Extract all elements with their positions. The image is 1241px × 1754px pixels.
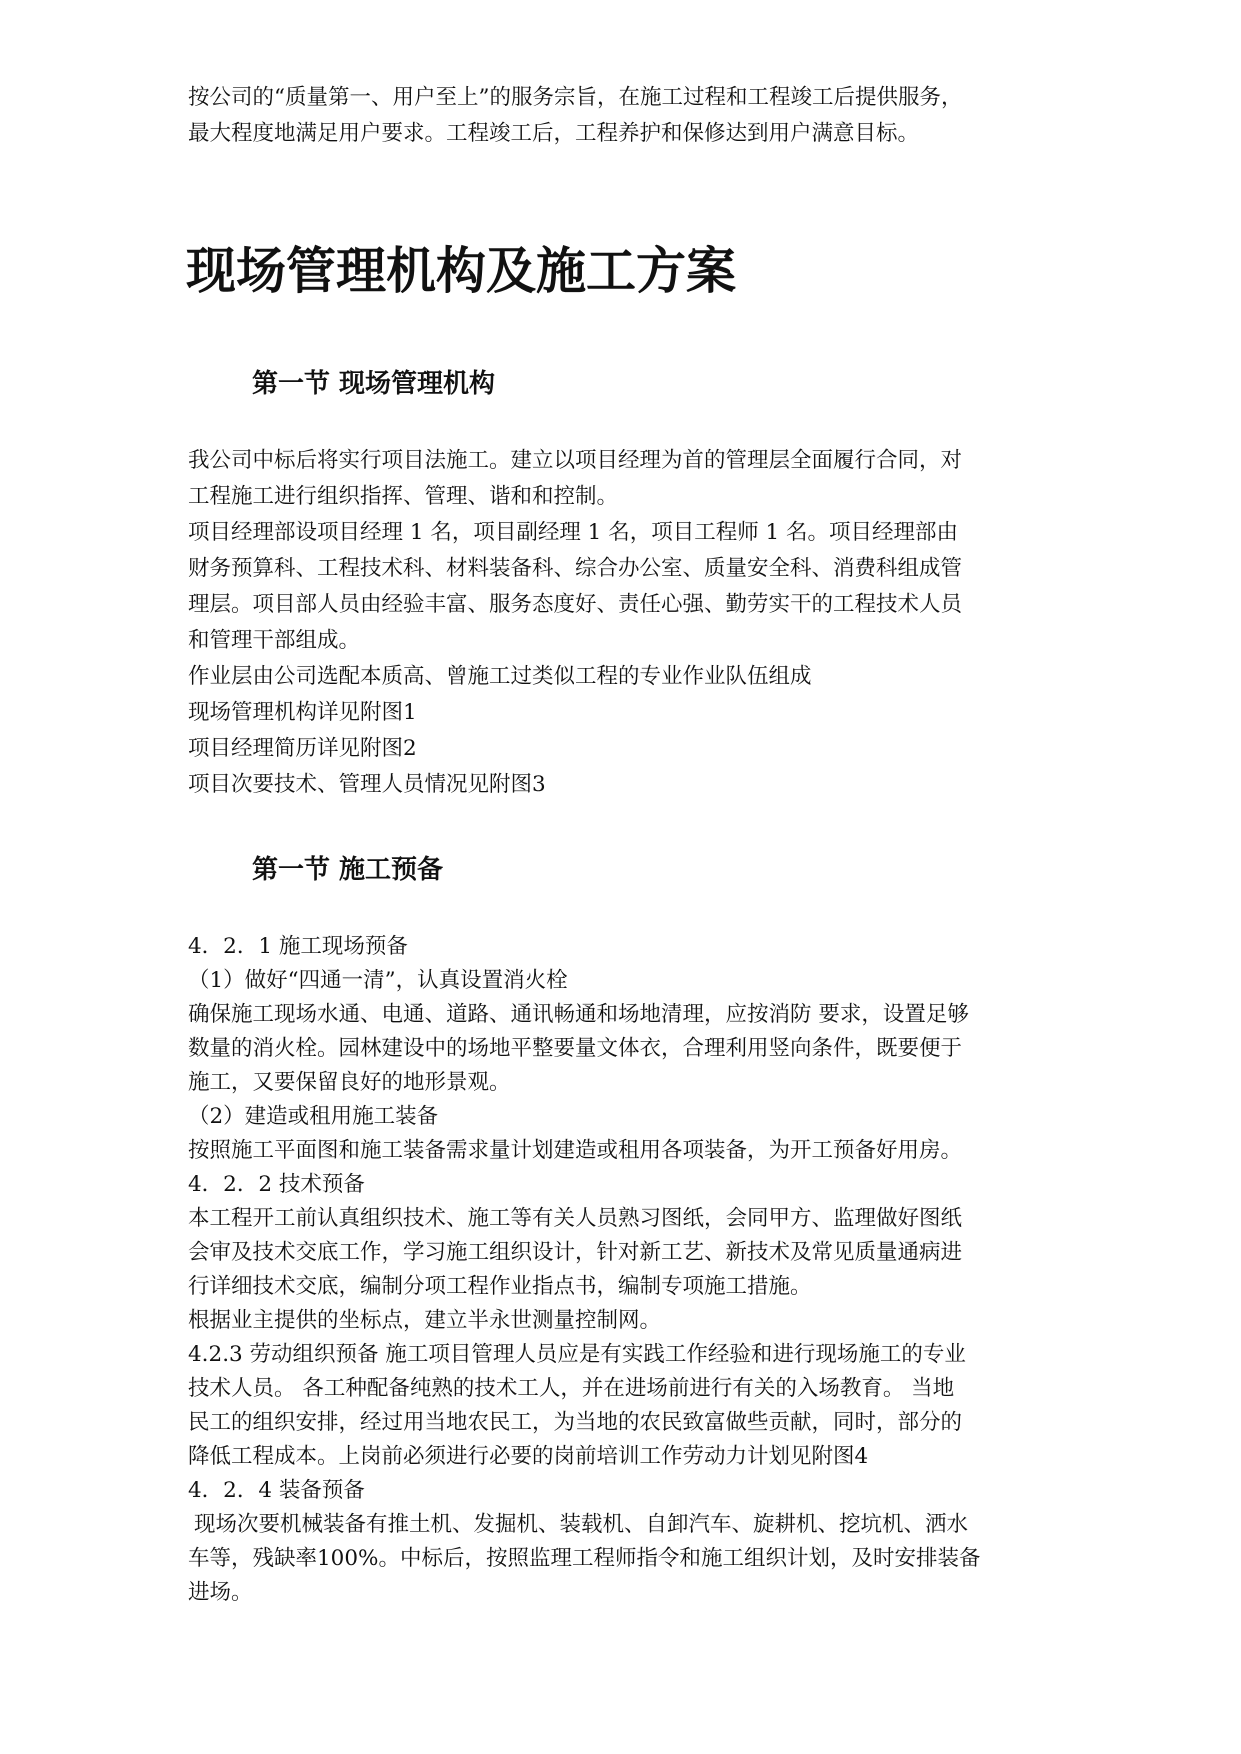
- paragraph-line: 现场管理机构详见附图1: [188, 700, 417, 725]
- section-heading-management: 第一节 现场管理机构: [252, 369, 496, 399]
- paragraph-line: 数量的消火栓。园林建设中的场地平整要量文体衣，合理利用竖向条件，既要便于: [188, 1036, 963, 1061]
- subsection-heading: 4．2．2 技术预备: [188, 1172, 365, 1197]
- paragraph-line: 技术人员。 各工种配备纯熟的技术工人，并在进场前进行有关的入场教育。 当地: [188, 1376, 955, 1401]
- paragraph-line: （2）建造或租用施工装备: [188, 1104, 439, 1129]
- paragraph-line: 民工的组织安排，经过用当地农民工，为当地的农民致富做些贡献，同时，部分的: [188, 1410, 963, 1435]
- paragraph-line: 进场。: [188, 1580, 253, 1605]
- paragraph-line: 根据业主提供的坐标点，建立半永世测量控制网。: [188, 1308, 662, 1333]
- paragraph-line: 确保施工现场水通、电通、道路、通讯畅通和场地清理，应按消防 要求，设置足够: [188, 1002, 969, 1027]
- intro-line: 最大程度地满足用户要求。工程竣工后，工程养护和保修达到用户满意目标。: [188, 121, 920, 146]
- paragraph-line: 本工程开工前认真组织技术、施工等有关人员熟习图纸，会同甲方、监理做好图纸: [188, 1206, 963, 1231]
- paragraph-line: 车等，残缺率100%。中标后，按照监理工程师指令和施工组织计划，及时安排装备: [188, 1546, 981, 1571]
- paragraph-line: 现场次要机械装备有推土机、发掘机、装载机、自卸汽车、旋耕机、挖坑机、洒水: [194, 1512, 969, 1537]
- paragraph-line: 施工，又要保留良好的地形景观。: [188, 1070, 511, 1095]
- paragraph-line: 项目经理简历详见附图2: [188, 736, 417, 761]
- subsection-heading: 4．2．1 施工现场预备: [188, 934, 408, 959]
- paragraph-line: （1）做好“四通一清”，认真设置消火栓: [188, 968, 568, 993]
- paragraph-line: 理层。项目部人员由经验丰富、服务态度好、责任心强、勤劳实干的工程技术人员: [188, 592, 963, 617]
- paragraph-line: 项目次要技术、管理人员情况见附图3: [188, 772, 546, 797]
- paragraph-line: 会审及技术交底工作，学习施工组织设计，针对新工艺、新技术及常见质量通病进: [188, 1240, 963, 1265]
- paragraph-line: 降低工程成本。上岗前必须进行必要的岗前培训工作劳动力计划见附图4: [188, 1444, 869, 1469]
- subsection-heading: 4．2．4 装备预备: [188, 1478, 365, 1503]
- paragraph-line: 作业层由公司选配本质高、曾施工过类似工程的专业作业队伍组成: [188, 664, 812, 689]
- paragraph-line: 工程施工进行组织指挥、管理、谐和和控制。: [188, 484, 619, 509]
- paragraph-line: 和管理干部组成。: [188, 628, 361, 653]
- paragraph-line: 财务预算科、工程技术科、材料装备科、综合办公室、质量安全科、消费科组成管: [188, 556, 963, 581]
- section-heading-preparation: 第一节 施工预备: [252, 855, 444, 885]
- paragraph-line: 按照施工平面图和施工装备需求量计划建造或租用各项装备，为开工预备好用房。: [188, 1138, 963, 1163]
- paragraph-line: 4.2.3 劳动组织预备 施工项目管理人员应是有实践工作经验和进行现场施工的专业: [188, 1342, 966, 1367]
- paragraph-line: 行详细技术交底，编制分项工程作业指点书，编制专项施工措施。: [188, 1274, 812, 1299]
- paragraph-line: 项目经理部设项目经理 1 名，项目副经理 1 名，项目工程师 1 名。项目经理部由: [188, 520, 959, 545]
- intro-line: 按公司的“质量第一、用户至上”的服务宗旨，在施工过程和工程竣工后提供服务，: [188, 85, 963, 110]
- page-title: 现场管理机构及施工方案: [186, 242, 736, 300]
- paragraph-line: 我公司中标后将实行项目法施工。建立以项目经理为首的管理层全面履行合同，对: [188, 448, 963, 473]
